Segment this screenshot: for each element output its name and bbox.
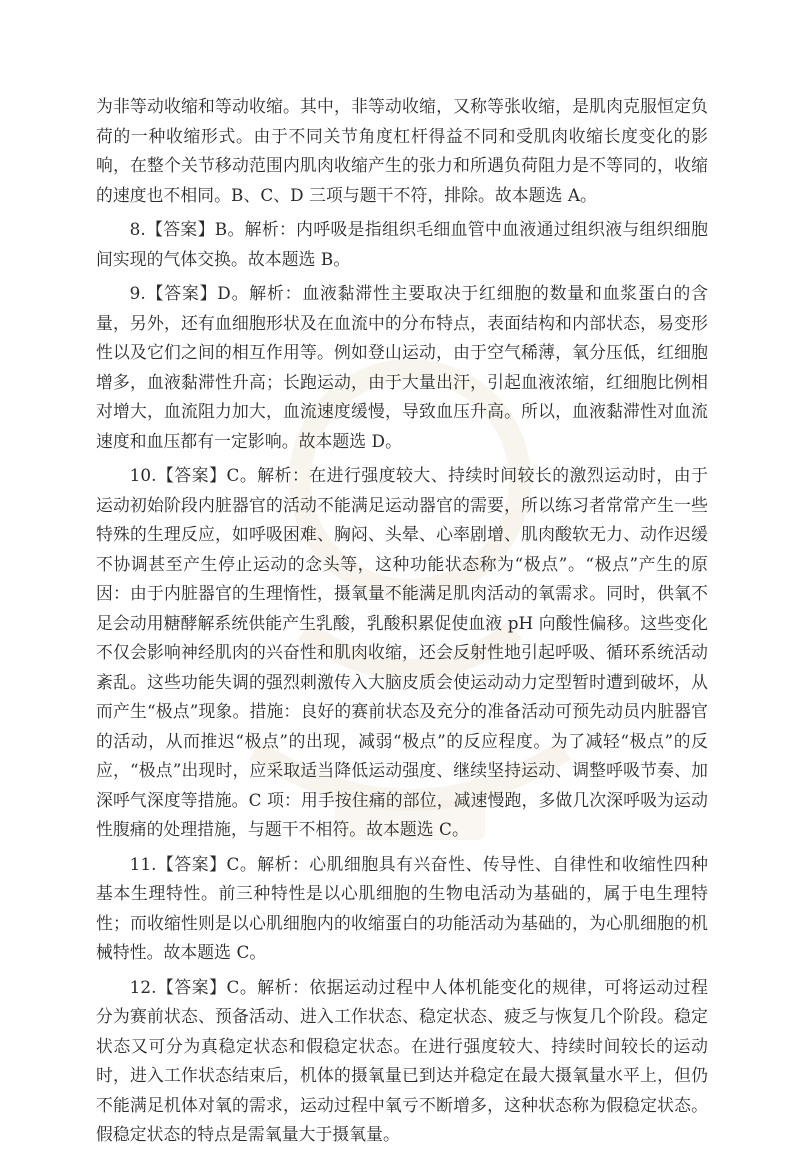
answer-8: 8.【答案】B。解析：内呼吸是指组织毛细血管中血液通过组织液与组织细胞间实现的气体交换。故本题选 B。 <box>96 219 708 269</box>
document-body <box>96 92 708 1155</box>
answer-12: 12.【答案】C。解析：依据运动过程中人体机能变化的规律，可将运动过程分为赛前状态、预备活动、进入工作状态、稳定状态、疲乏与恢复几个阶段。稳定状态又可分为真稳定状态和假稳定状态。在进行强度较大、持续时间较长的运动时，进入工作状态结束后，机体的摄氧量已到达并稳定在最大摄氧量水平上，但仍不能满足机体对氧的需求，运动过程中氧亏不断增多，这种状态称为假稳定状态。假稳定状态的特点是需氧量大于摄氧量。 <box>96 976 708 1144</box>
answer-11: 11.【答案】C。解析：心肌细胞具有兴奋性、传导性、自律性和收缩性四种基本生理特性。前三种特性是以心肌细胞的生物电活动为基础的，属于电生理特性；而收缩性则是以心肌细胞内的收缩蛋白的功能活动为基础的，为心肌细胞的机械特性。故本题选 C。 <box>96 853 708 962</box>
answer-9: 9.【答案】D。解析：血液黏滞性主要取决于红细胞的数量和血浆蛋白的含量，另外，还有血细胞形状及在血流中的分布特点，表面结构和内部状态，易变形性以及它们之间的相互作用等。例如登山运动，由于空气稀薄，氧分压低，红细胞增多，血液黏滞性升高；长跑运动，由于大量出汗，引起血液浓缩，红细胞比例相对增大，血流阻力加大，血流速度缓慢，导致血压升高。所以，血液黏滞性对血流速度和血压都有一定影响。故本题选 D。 <box>96 283 708 451</box>
paragraph-continued: 为非等动收缩和等动收缩。其中，非等动收缩，又称等张收缩，是肌肉克服恒定负荷的一种收缩形式。由于不同关节角度杠杆得益不同和受肌肉收缩长度变化的影响，在整个关节移动范围内肌肉收缩产生的张力和所遇负荷阻力是不等同的，收缩的速度也不相同。B、C、D 三项与题干不符，排除。故本题选 A。 <box>96 96 708 205</box>
answer-10: 10.【答案】C。解析：在进行强度较大、持续时间较长的激烈运动时，由于运动初始阶段内脏器官的活动不能满足运动器官的需要，所以练习者常常产生一些特殊的生理反应，如呼吸困难、胸闷、头晕、心率剧增、肌肉酸软无力、动作迟缓不协调甚至产生停止运动的念头等，这种功能状态称为“极点”。“极点”产生的原因：由于内脏器官的生理惰性，摄氧量不能满足肌肉活动的氧需求。同时，供氧不足会动用糖酵解系统供能产生乳酸，乳酸积累促使血液 pH 向酸性偏移。这些变化不仅会影响神经肌肉的兴奋性和肌肉收缩，还会反射性地引起呼吸、循环系统活动紊乱。这些功能失调的强烈刺激传入大脑皮质会使运动动力定型暂时遭到破坏，从而产生“极点”现象。措施：良好的赛前状态及充分的准备活动可预先动员内脏器官的活动，从而推迟“极点”的出现，减弱“极点”的反应程度。为了减轻“极点”的反应，“极点”出现时，应采取适当降低运动强度、继续坚持运动、调整呼吸节奏、加深呼气深度等措施。C 项：用手按住痛的部位，减速慢跑，多做几次深呼吸为运动性腹痛的处理措施，与题干不相符。故本题选 C。 <box>96 465 708 839</box>
